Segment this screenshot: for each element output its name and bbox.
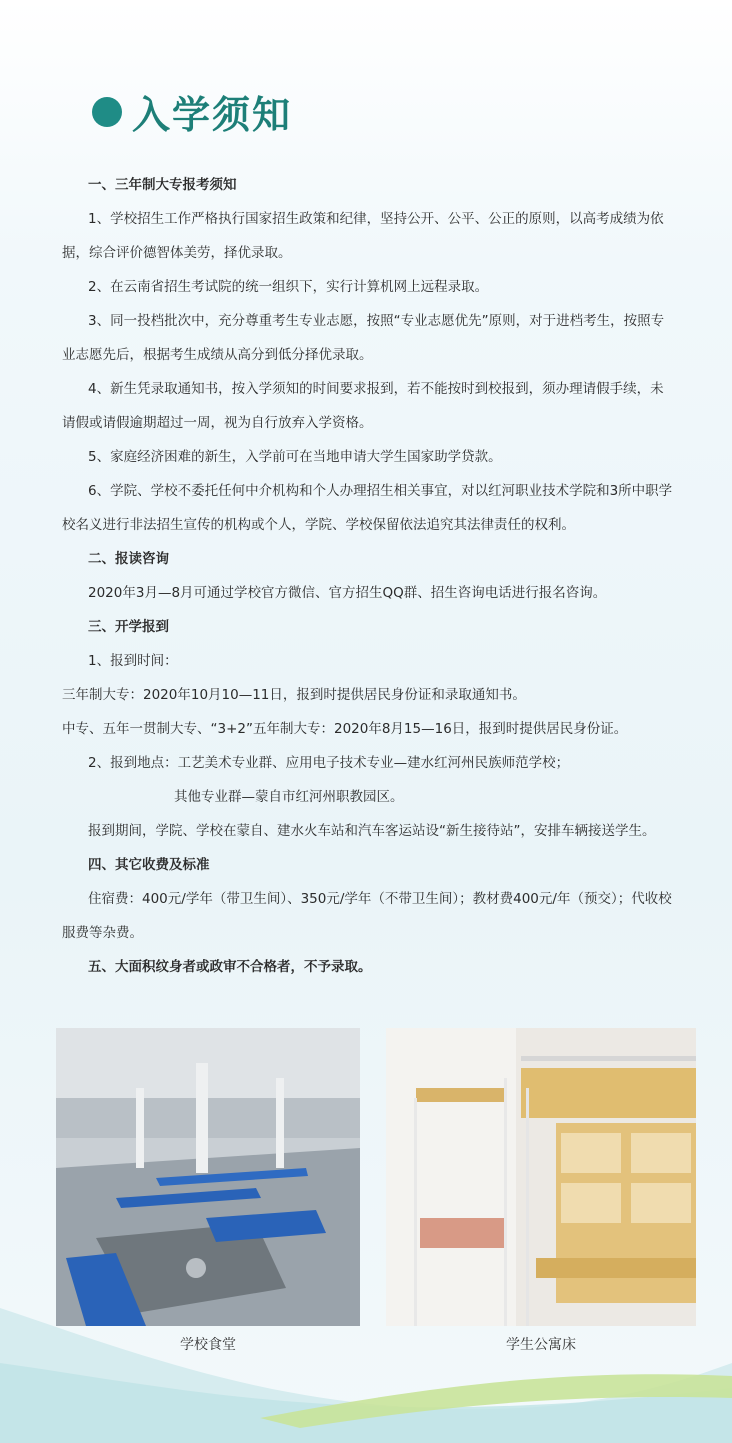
section-heading-4: 四、其它收费及标准 <box>88 857 210 873</box>
canteen-caption: 学校食堂 <box>180 1337 236 1353</box>
canteen-photo <box>56 1028 360 1326</box>
dorm-bed-photo <box>386 1028 696 1326</box>
page-header <box>92 84 292 139</box>
paragraph: 住宿费：400元/学年（带卫生间）、350元/学年（不带卫生间）；教材费400元/年（预交）；代收校服费等杂费。 <box>62 891 672 941</box>
paragraph: 2、在云南省招生考试院的统一组织下，实行计算机网上远程录取。 <box>88 279 489 295</box>
section-heading-3: 三、开学报到 <box>88 619 169 635</box>
paragraph: 中专、五年一贯制大专、“3+2”五年制大专：2020年8月15—16日，报到时提供居民身份证。 <box>62 721 628 737</box>
paragraph: 1、学校招生工作严格执行国家招生政策和纪律，坚持公开、公平、公正的原则，以高考成绩为依据，综合评价德智体美劳，择优录取。 <box>62 211 664 261</box>
paragraph: 3、同一投档批次中，充分尊重考生专业志愿，按照“专业志愿优先”原则，对于进档考生，按照专业志愿先后，根据考生成绩从高分到低分择优录取。 <box>62 313 665 363</box>
paragraph: 4、新生凭录取通知书，按入学须知的时间要求报到，若不能按时到校报到，须办理请假手续，未请假或请假逾期超过一周，视为自行放弃入学资格。 <box>62 381 664 431</box>
dorm-caption: 学生公寓床 <box>506 1337 576 1353</box>
paragraph: 1、报到时间： <box>88 653 178 669</box>
title-dot-icon <box>92 97 122 127</box>
paragraph: 6、学院、学校不委托任何中介机构和个人办理招生相关事宜，对以红河职业技术学院和3所中职学校名义进行非法招生宣传的机构或个人，学院、学校保留依法追究其法律责任的权利。 <box>62 483 673 533</box>
paragraph: 报到期间，学院、学校在蒙自、建水火车站和汽车客运站设“新生接待站”，安排车辆接送学生。 <box>88 823 656 839</box>
paragraph: 2020年3月—8月可通过学校官方微信、官方招生QQ群、招生咨询电话进行报名咨询。 <box>88 585 607 601</box>
section-heading-2: 二、报读咨询 <box>88 551 169 567</box>
paragraph: 5、家庭经济困难的新生，入学前可在当地申请大学生国家助学贷款。 <box>88 449 502 465</box>
paragraph: 2、报到地点：工艺美术专业群、应用电子技术专业—建水红河州民族师范学校； <box>88 755 570 771</box>
notice-content <box>62 168 674 984</box>
paragraph: 其他专业群—蒙自市红河州职教园区。 <box>174 789 404 805</box>
section-heading-5: 五、大面积纹身者或政审不合格者，不予录取。 <box>88 959 372 975</box>
paragraph: 三年制大专：2020年10月10—11日，报到时提供居民身份证和录取通知书。 <box>62 687 526 703</box>
page-title: 入学须知 <box>132 93 293 137</box>
section-heading-1: 一、三年制大专报考须知 <box>88 177 237 193</box>
